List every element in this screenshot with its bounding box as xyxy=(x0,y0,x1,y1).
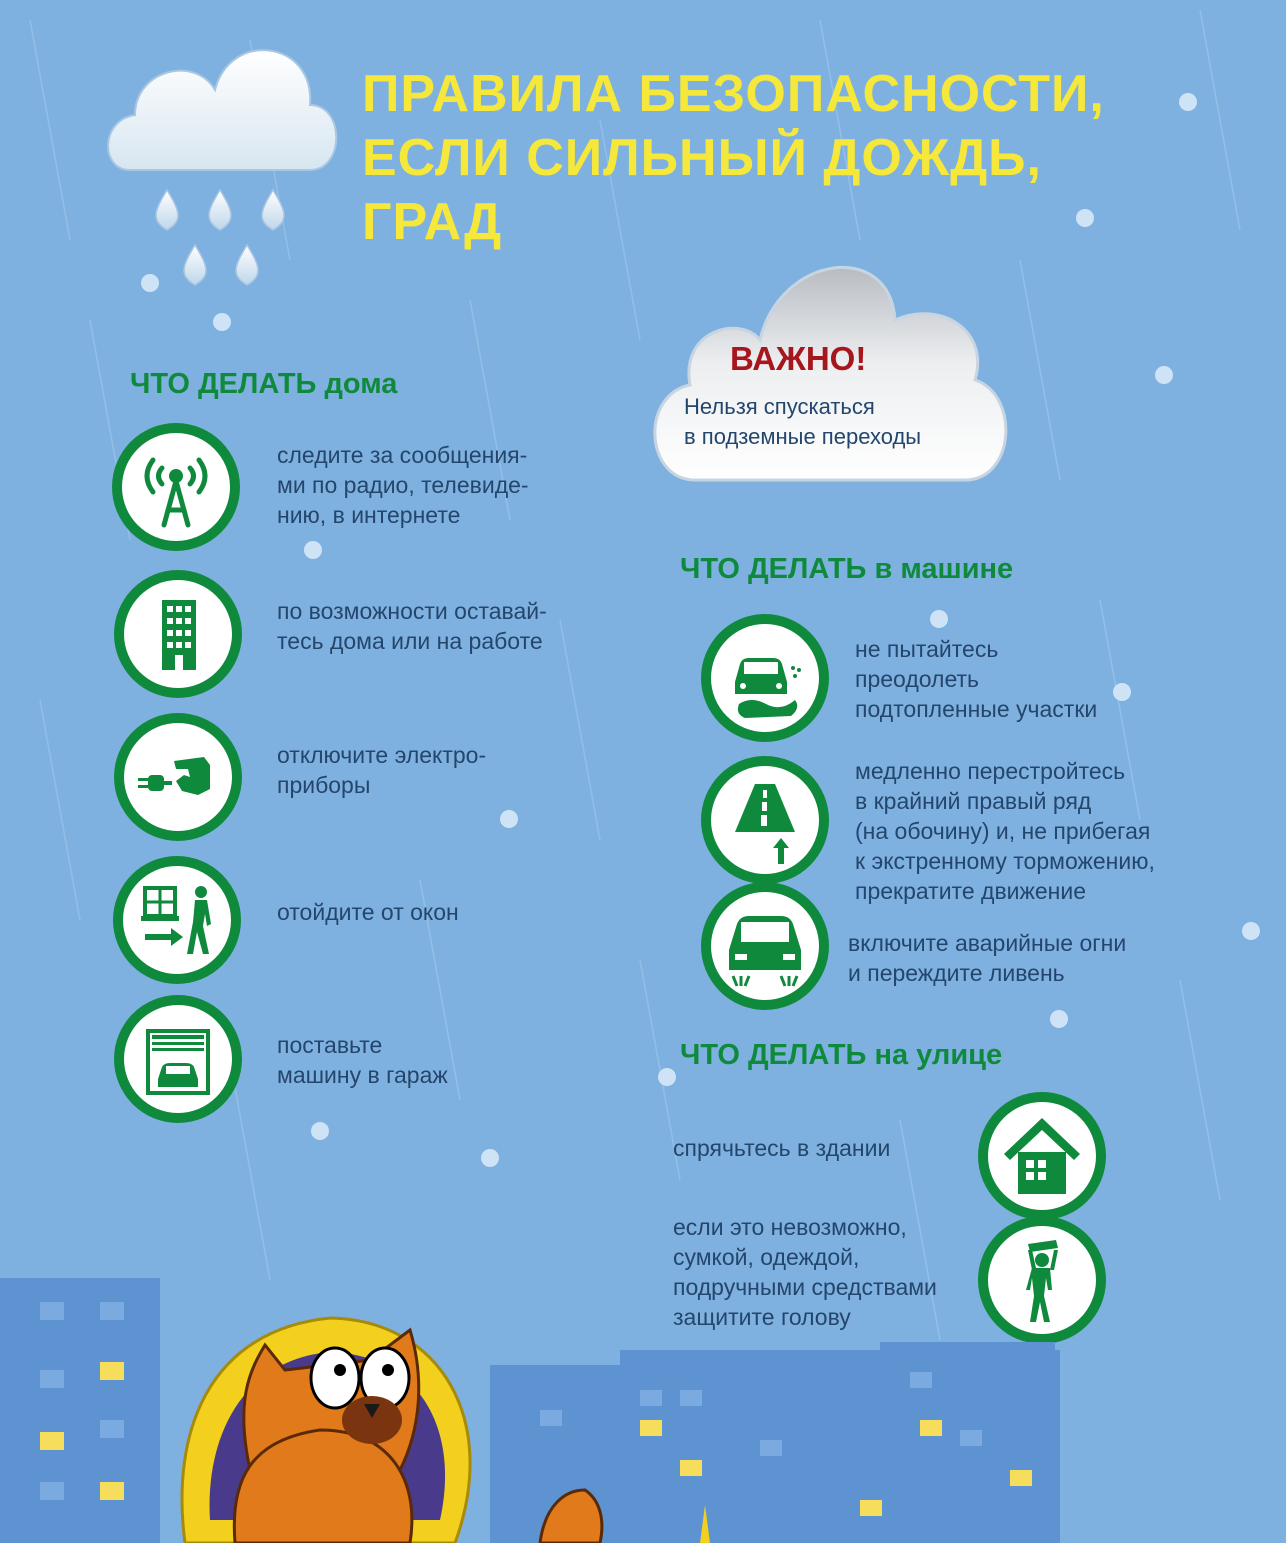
rule-line: нию, в интернете xyxy=(277,502,461,528)
rule-line: поставьте xyxy=(277,1032,383,1058)
hazard-lights-car-icon xyxy=(701,882,829,1010)
unplug-icon xyxy=(114,713,242,841)
rule-line: и переждите ливень xyxy=(848,960,1065,986)
rule-line: к экстренному торможению, xyxy=(855,848,1155,874)
rule-line: прекратите движение xyxy=(855,878,1087,904)
rule-line: ми по радио, телевиде- xyxy=(277,472,529,498)
rule-line: в крайний правый ряд xyxy=(855,788,1092,814)
rule-line: (на обочину) и, не прибегая xyxy=(855,818,1151,844)
title-line: ЕСЛИ СИЛЬНЫЙ ДОЖДЬ, xyxy=(362,129,1042,187)
title-line: ПРАВИЛА БЕЗОПАСНОСТИ, xyxy=(362,65,1105,123)
important-line: в подземные переходы xyxy=(684,424,922,449)
building-icon xyxy=(114,570,242,698)
rule-line: включите аварийные огни xyxy=(848,930,1127,956)
rule-line: подручными средствами xyxy=(673,1274,937,1300)
rule-line: следите за сообщения- xyxy=(277,442,528,468)
section-heading-home: ЧТО ДЕЛАТЬ дома xyxy=(130,368,398,400)
rule-home-1 xyxy=(277,440,529,530)
rule-line: если это невозможно, xyxy=(673,1214,907,1240)
flooded-road-car-icon xyxy=(701,614,829,742)
rule-home-5 xyxy=(277,1030,448,1090)
rain-cloud-icon xyxy=(100,30,350,310)
rule-car-1 xyxy=(855,634,1097,724)
rule-line: тесь дома или на работе xyxy=(277,628,543,654)
rule-home-2 xyxy=(277,596,547,656)
rule-car-3 xyxy=(848,928,1126,988)
rule-line: преодолеть xyxy=(855,666,979,692)
rule-line: не пытайтесь xyxy=(855,636,999,662)
rule-line: по возможности оставай- xyxy=(277,598,547,624)
section-heading-car: ЧТО ДЕЛАТЬ в машине xyxy=(680,553,1014,585)
rule-line: подтопленные участки xyxy=(855,696,1098,722)
rule-line: защитите голову xyxy=(673,1304,851,1330)
section-heading-street: ЧТО ДЕЛАТЬ на улице xyxy=(680,1039,1003,1071)
garage-icon xyxy=(114,995,242,1123)
rule-street-1 xyxy=(673,1133,890,1163)
rule-line: спрячьтесь в здании xyxy=(673,1135,891,1161)
rule-line: сумкой, одеждой, xyxy=(673,1244,860,1270)
away-from-window-icon xyxy=(113,856,241,984)
important-text xyxy=(684,392,921,452)
rule-line: отключите электро- xyxy=(277,742,487,768)
rule-line: отойдите от окон xyxy=(277,899,459,925)
radio-tower-icon xyxy=(112,423,240,551)
important-title: ВАЖНО! xyxy=(730,340,867,377)
rule-line: медленно перестройтесь xyxy=(855,758,1126,784)
rule-car-2 xyxy=(855,756,1155,906)
rule-home-4 xyxy=(277,897,459,927)
rule-line: приборы xyxy=(277,772,371,798)
rule-home-3 xyxy=(277,740,486,800)
important-line: Нельзя спускаться xyxy=(684,394,875,419)
house-icon xyxy=(978,1092,1106,1220)
right-lane-icon xyxy=(701,756,829,884)
page-title xyxy=(362,62,1105,254)
title-line: ГРАД xyxy=(362,193,503,251)
city-skyline-illustration xyxy=(0,1270,1286,1543)
rule-line: машину в гараж xyxy=(277,1062,448,1088)
